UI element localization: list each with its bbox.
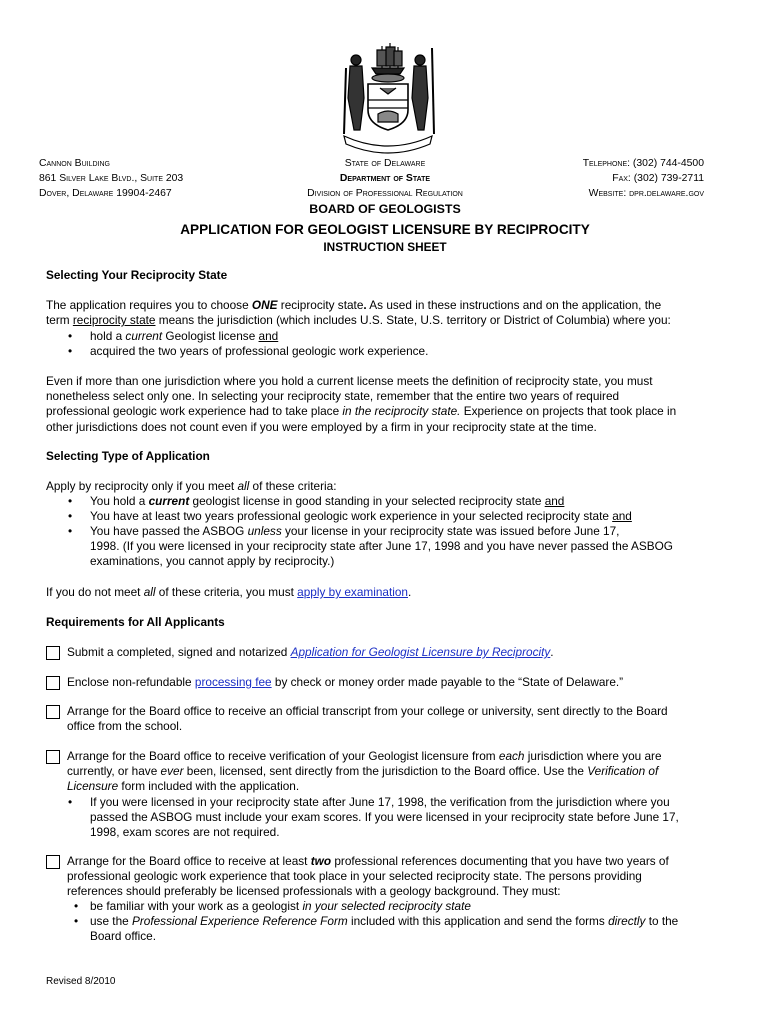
section-heading-reciprocity-state: Selecting Your Reciprocity State xyxy=(46,268,228,282)
requirement-checkbox-transcript[interactable] xyxy=(46,705,60,719)
delaware-state-seal-icon xyxy=(330,38,446,156)
paragraph-single-jurisdiction: Even if more than one jurisdiction where you hold a current license meets the definition of reciprocity state, you must nonetheless select only one. In selecting your reciprocity state, remember that the entire two years of required professional geologic work experience had to take place in the reciprocity state. Experience on projects that took place in other jurisdictions does not count even if you were employed by a firm in your reciprocity state at the time. xyxy=(46,374,677,434)
list-item: • You have at least two years professional geologic work experience in your selected reciprocity state and xyxy=(68,509,632,523)
contact-fax: Fax: (302) 739-2711 xyxy=(612,173,704,184)
agency-block xyxy=(235,156,535,217)
contact-telephone: Telephone: (302) 744-4500 xyxy=(582,158,704,169)
requirement-checkbox-application[interactable] xyxy=(46,646,60,660)
list-item: • If you were licensed in your reciprocity state after June 17, 1998, the verification from the jurisdiction where you passed the ASBOG must include your exam scores. If you were licensed in your reciprocity state before June 17, 1998, exam scores are not required. xyxy=(68,795,679,840)
contact-block xyxy=(583,156,704,201)
contact-website: Website: dpr.delaware.gov xyxy=(588,188,704,199)
requirement-transcript: Arrange for the Board office to receive an official transcript from your college or university, sent directly to the Board office from the school. xyxy=(67,704,668,734)
agency-state: State of Delaware xyxy=(344,158,426,169)
paragraph-criteria-outro: If you do not meet all of these criteria, you must apply by examination. xyxy=(46,585,412,599)
requirement-checkbox-verification[interactable] xyxy=(46,750,60,764)
processing-fee-link[interactable]: processing fee xyxy=(194,675,272,689)
section-heading-requirements: Requirements for All Applicants xyxy=(46,615,225,629)
address-block xyxy=(39,156,183,201)
list-item: • You have passed the ASBOG unless your license in your reciprocity state was issued before June 17, 1998. (If you were licensed in your reciprocity state after June 17, 1998 and you have never passed the ASBOG examinations, you cannot apply by reciprocity.) xyxy=(68,524,673,569)
agency-department: Department of State xyxy=(339,173,431,184)
requirement-application: Submit a completed, signed and notarized Application for Geologist Licensure by Reciprocity. xyxy=(67,645,554,659)
list-item: • be familiar with your work as a geologist in your selected reciprocity state xyxy=(74,899,471,913)
requirement-fee: Enclose non-refundable processing fee by check or money order made payable to the “State of Delaware.” xyxy=(67,675,624,689)
list-item: • hold a current Geologist license and xyxy=(68,329,279,343)
requirement-checkbox-references[interactable] xyxy=(46,855,60,869)
paragraph-criteria-intro: Apply by reciprocity only if you meet all of these criteria: xyxy=(46,479,337,493)
address-line-3: Dover, Delaware 19904-2467 xyxy=(39,188,172,199)
paragraph-reciprocity-intro: The application requires you to choose ONE reciprocity state. As used in these instructions and on the application, the term reciprocity state means the jurisdiction (which includes U.S. State, U.S. territory or District of Columbia) where you: xyxy=(46,298,671,328)
document-subtitle: INSTRUCTION SHEET xyxy=(323,240,447,254)
requirement-references: Arrange for the Board office to receive at least two professional references documenting that you have two years of professional geologic work experience that took place in your selected reciprocity state. The persons providing references should preferably be licensed professionals with a geology background. They must: xyxy=(67,854,669,899)
requirement-checkbox-fee[interactable] xyxy=(46,676,60,690)
apply-by-examination-link[interactable]: apply by examination xyxy=(297,585,408,599)
revision-note: Revised 8/2010 xyxy=(46,976,116,987)
section-heading-application-type: Selecting Type of Application xyxy=(46,449,210,463)
list-item: • use the Professional Experience Reference Form included with this application and send the forms directly to the Board office. xyxy=(74,914,679,944)
requirement-verification: Arrange for the Board office to receive verification of your Geologist licensure from each jurisdiction where you are currently, or have ever been, licensed, sent directly from the jurisdiction to the Board office. Use the Verification of Licensure form included with the application. xyxy=(67,749,662,794)
board-name: BOARD OF GEOLOGISTS xyxy=(309,202,461,216)
application-form-link[interactable]: Application for Geologist Licensure by Reciprocity xyxy=(290,645,551,659)
list-item: • You hold a current geologist license in good standing in your selected reciprocity state and xyxy=(68,494,565,508)
agency-division: Division of Professional Regulation xyxy=(307,188,463,199)
list-item: • acquired the two years of professional geologic work experience. xyxy=(68,344,429,358)
address-line-1: Cannon Building xyxy=(39,158,110,169)
document-title: APPLICATION FOR GEOLOGIST LICENSURE BY RECIPROCITY xyxy=(180,222,590,237)
address-line-2: 861 Silver Lake Blvd., Suite 203 xyxy=(39,173,184,184)
